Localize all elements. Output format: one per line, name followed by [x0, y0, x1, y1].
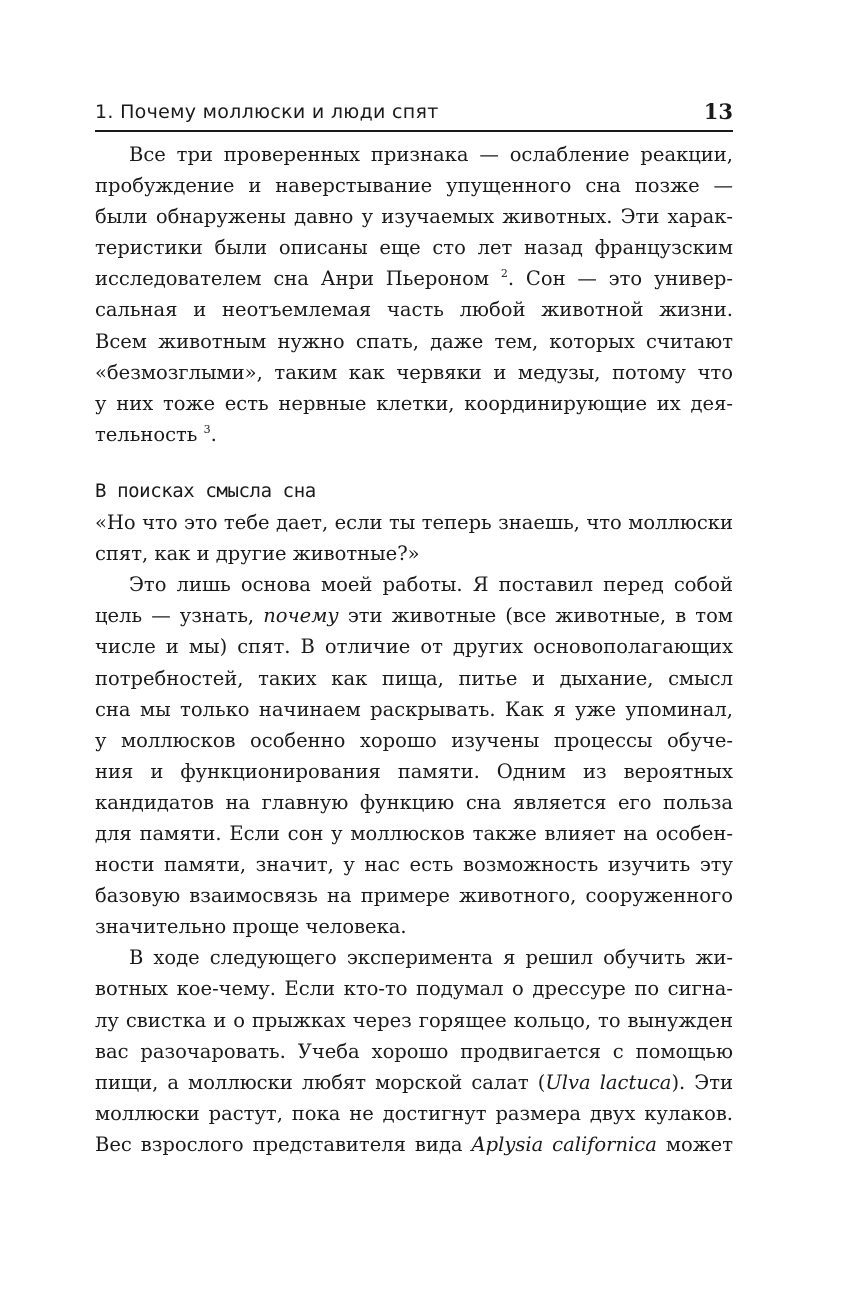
text-line: моллюски растут, пока не достигнут размера двух кулаков.	[95, 1101, 733, 1125]
text-line: у них тоже есть нервные клетки, координирующие их дея-	[95, 391, 733, 415]
text-line: пробуждение и наверстывание упущенного сна позже —	[95, 174, 733, 198]
text-line	[95, 1129, 733, 1160]
text-line: кандидатов на главную функцию сна является его польза	[95, 790, 733, 814]
italic-text: почему	[263, 604, 339, 628]
text-fragment: тельность	[95, 422, 198, 446]
text-line: «Но что это тебе дает, если ты теперь знаешь, что моллюски	[95, 511, 733, 535]
text-line: Всем животным нужно спать, даже тем, которых считают	[95, 329, 733, 353]
footnote-marker: 2	[500, 267, 508, 281]
section-gap	[95, 450, 733, 476]
text-line: Все три проверенных признака — ослабление реакции,	[129, 143, 733, 166]
text-line: «безмозглыми», таким как червяки и медузы, потому что	[95, 360, 733, 384]
text-fragment: исследователем сна Анри Пьероном	[95, 267, 490, 291]
text-line: вотных кое-чему. Если кто-то подумал о дрессуре по сигна-	[95, 977, 733, 1001]
text-line	[95, 600, 733, 631]
text-line: ности памяти, значит, у нас есть возможность изучить эту	[95, 853, 733, 877]
text-fragment: Вес взрослого представителя вида	[95, 1132, 463, 1156]
section-heading: В поисках смысла сна	[95, 479, 316, 502]
page-number: 13	[703, 99, 733, 124]
text-line: значительно проще человека.	[95, 915, 407, 939]
text-line	[95, 419, 733, 450]
text-line: были обнаружены давно у изучаемых животных. Эти харак-	[95, 205, 733, 229]
text-line	[95, 1067, 733, 1098]
text-line: лу свистка и о прыжках через горящее кольцо, то вынужден	[95, 1008, 733, 1032]
text-line: потребностей, таких как пища, питье и дыхание, смысл	[95, 666, 733, 690]
chapter-title: 1. Почему моллюски и люди спят	[95, 101, 439, 123]
text-line: сна мы только начинаем раскрывать. Как я уже упоминал,	[95, 697, 733, 721]
italic-text: Ulva lactuca	[545, 1070, 672, 1094]
text-fragment: может	[665, 1132, 733, 1156]
text-line	[95, 263, 733, 294]
text-line: у моллюсков особенно хорошо изучены процессы обуче-	[95, 728, 733, 752]
italic-text: Aplysia californica	[471, 1132, 657, 1156]
text-line: сальная и неотъемлемая часть любой животной жизни.	[95, 298, 733, 322]
footnote-marker: 3	[203, 422, 211, 436]
text-fragment: пищи, а моллюски любят морской салат (	[95, 1070, 546, 1094]
text-fragment: ). Эти	[671, 1070, 733, 1094]
text-line: числе и мы) спят. В отличие от других основополагающих	[95, 635, 733, 659]
text-fragment: эти животные (все животные, в том	[347, 604, 733, 628]
text-line: теристики были описаны еще сто лет назад французским	[95, 236, 733, 260]
body-text	[95, 139, 733, 1160]
text-line: ния и функционирования памяти. Одним из вероятных	[95, 759, 733, 783]
text-line: вас разочаровать. Учеба хорошо продвигается с помощью	[95, 1039, 733, 1063]
text-line: базовую взаимосвязь на примере животного, сооруженного	[95, 884, 733, 908]
text-fragment: .	[210, 422, 217, 446]
text-fragment: . Сон — это универ-	[507, 267, 734, 291]
running-head	[95, 98, 733, 132]
text-line: В ходе следующего эксперимента я решил обучить жи-	[129, 946, 733, 970]
text-line: Это лишь основа моей работы. Я поставил перед собой	[129, 573, 733, 597]
text-line: спят, как и другие животные?»	[95, 542, 420, 566]
text-fragment: цель — узнать,	[95, 604, 255, 628]
text-line: для памяти. Если сон у моллюсков также влияет на особен-	[95, 821, 733, 845]
